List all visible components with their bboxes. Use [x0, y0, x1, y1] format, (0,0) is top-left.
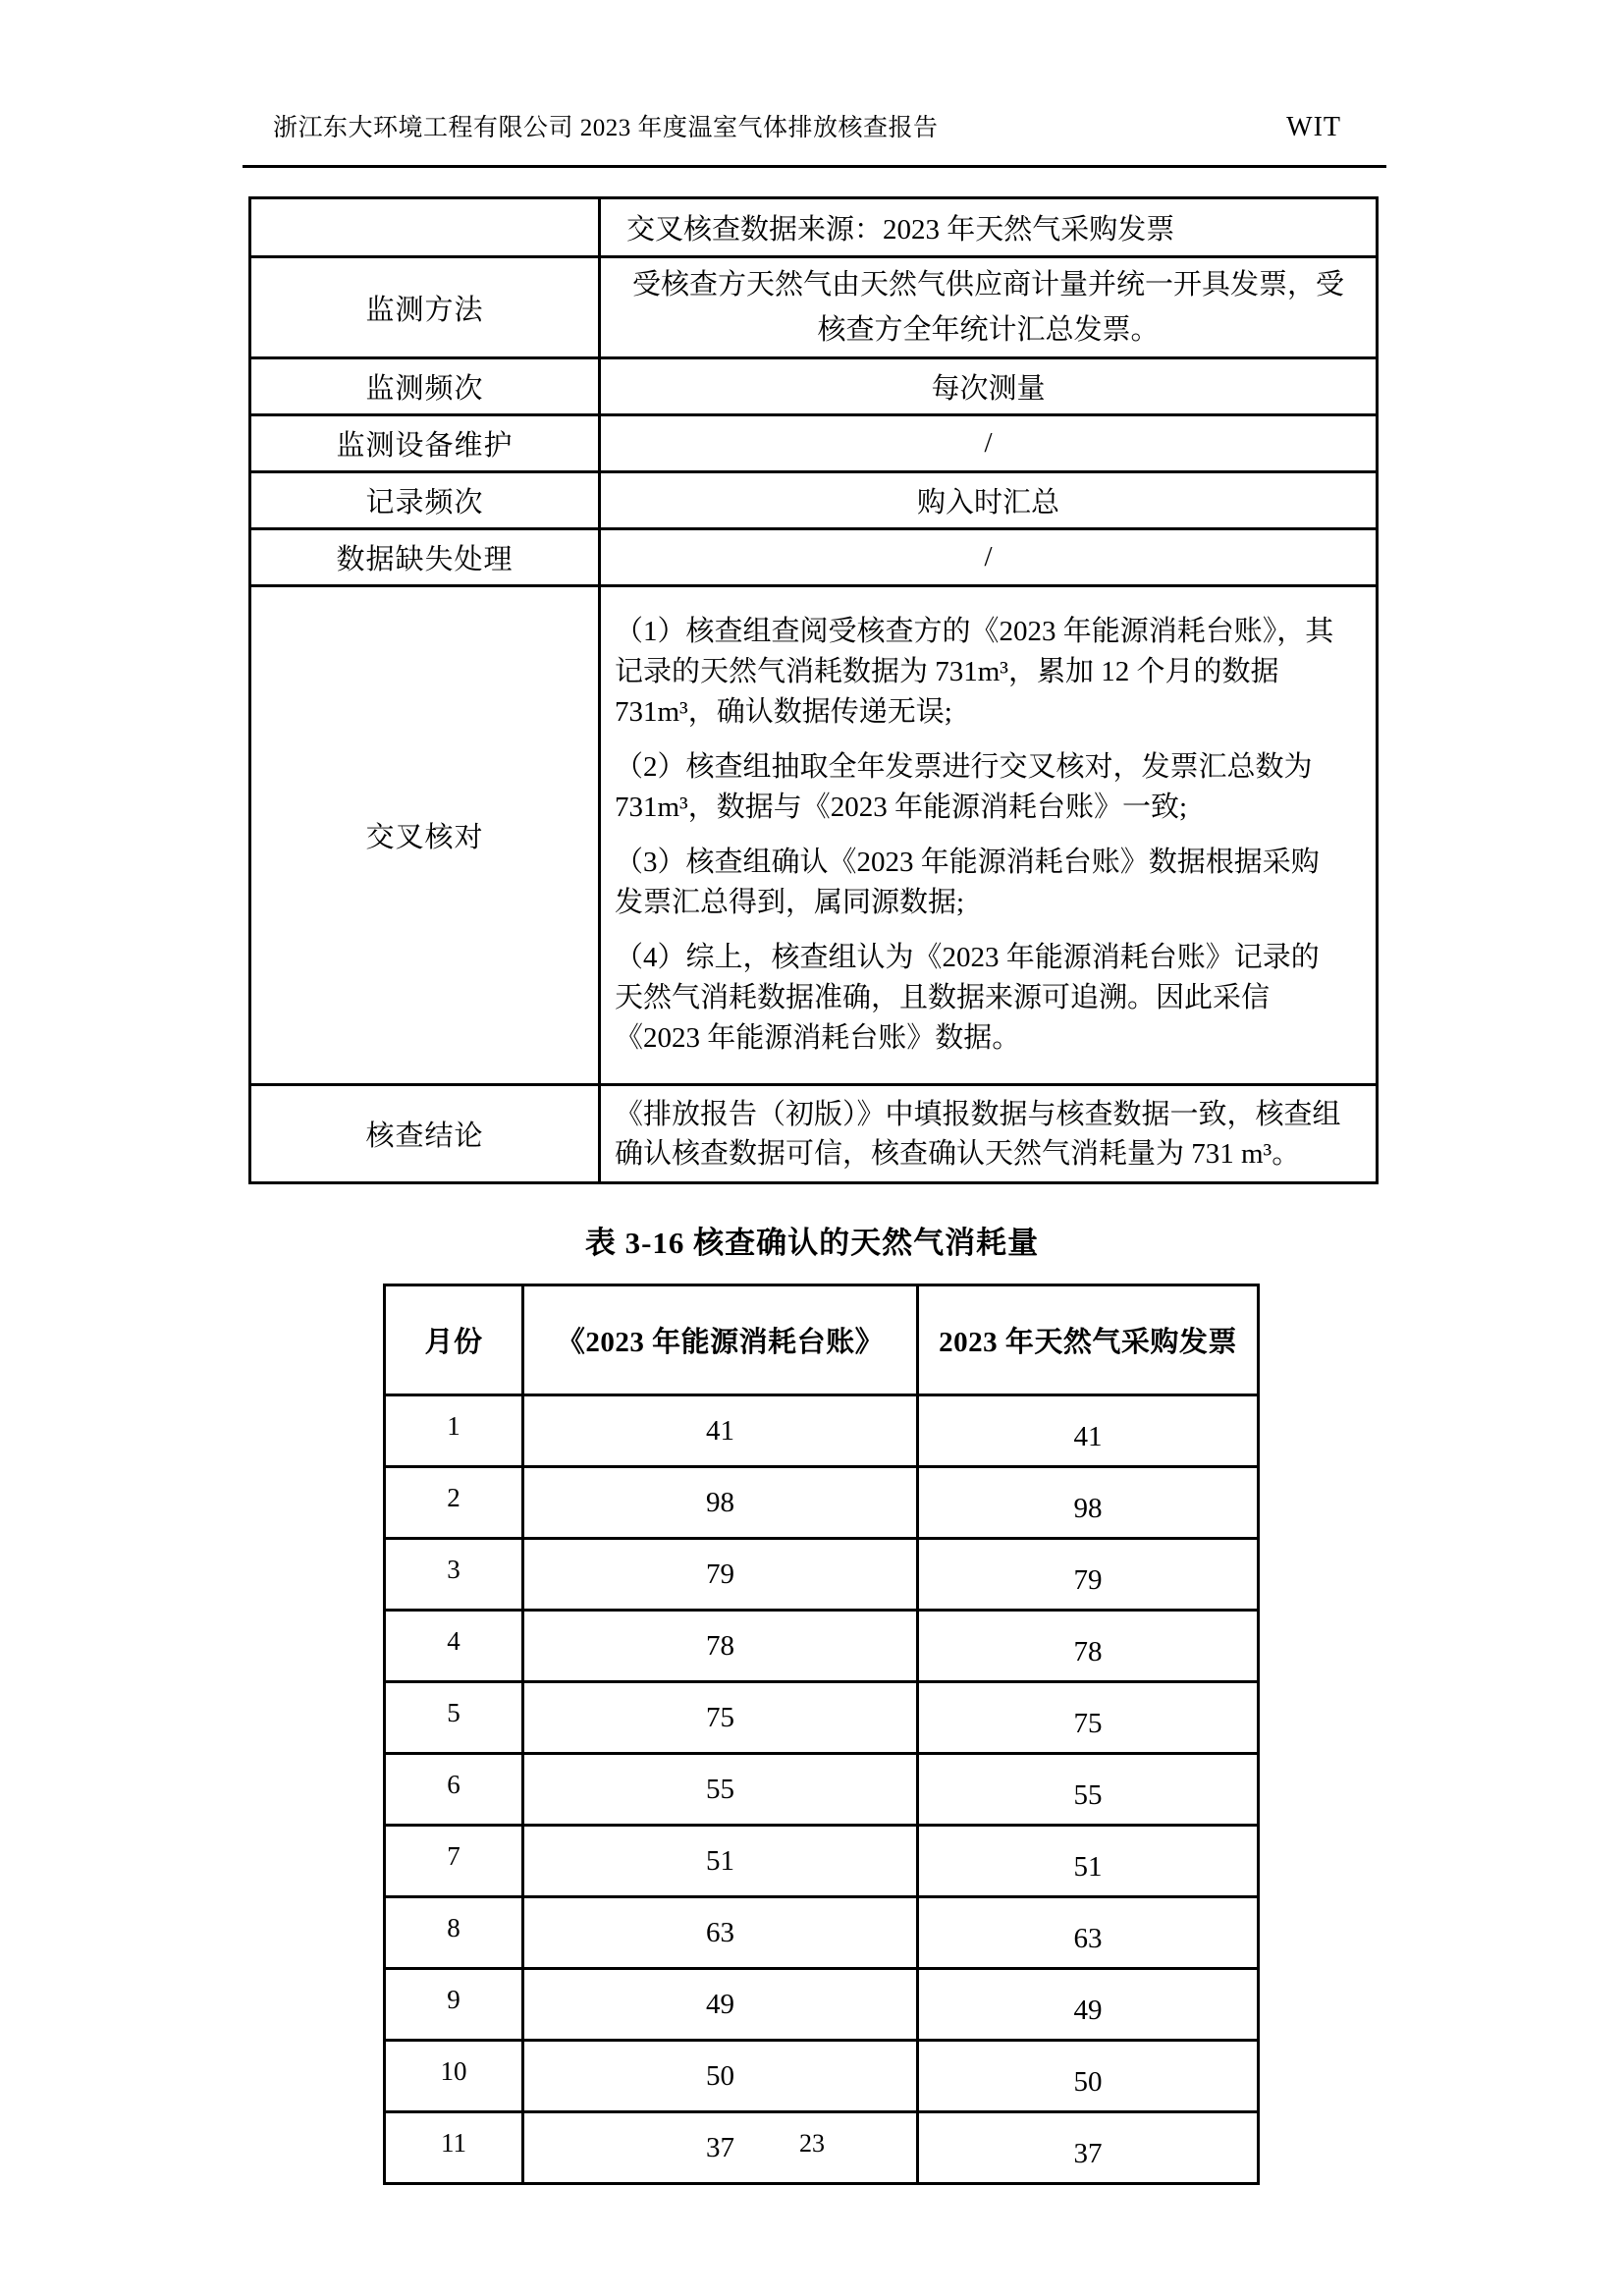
column-header-ledger: 《2023 年能源消耗台账》 — [523, 1285, 918, 1395]
table-row — [250, 358, 1378, 415]
ledger-cell: 63 — [523, 1897, 918, 1969]
table-row — [250, 415, 1378, 472]
month-cell: 3 — [385, 1539, 523, 1611]
table-row — [385, 2041, 1259, 2112]
table-row — [385, 1826, 1259, 1897]
ledger-cell: 51 — [523, 1826, 918, 1897]
invoice-cell: 50 — [918, 2041, 1259, 2112]
month-cell: 10 — [385, 2041, 523, 2112]
column-header-invoice: 2023 年天然气采购发票 — [918, 1285, 1259, 1395]
cross-check-source-value: 交叉核查数据来源：2023 年天然气采购发票 — [600, 198, 1378, 257]
cross-check-detail — [600, 586, 1378, 1085]
invoice-cell: 51 — [918, 1826, 1259, 1897]
conclusion-value: 《排放报告（初版）》中填报数据与核查数据一致，核查组确认核查数据可信，核查确认天然气消耗量为 731 m³。 — [600, 1085, 1378, 1183]
ledger-cell: 79 — [523, 1539, 918, 1611]
ledger-cell: 37 — [523, 2112, 918, 2184]
ledger-cell: 55 — [523, 1754, 918, 1826]
page-header — [245, 108, 1386, 143]
invoice-cell: 75 — [918, 1682, 1259, 1754]
monitoring-table — [248, 196, 1379, 1184]
conclusion-label: 核查结论 — [250, 1085, 600, 1183]
invoice-cell: 98 — [918, 1467, 1259, 1539]
table-row — [250, 586, 1378, 1085]
monitoring-method-value: 受核查方天然气由天然气供应商计量并统一开具发票，受核查方全年统计汇总发票。 — [600, 257, 1378, 358]
cross-check-paragraph: （2）核查组抽取全年发票进行交叉核对，发票汇总数为 731m³，数据与《2023 年能源消耗台账》一致; — [615, 751, 1313, 823]
cross-check-paragraph: （1）核查组查阅受核查方的《2023 年能源消耗台账》，其记录的天然气消耗数据为 731m³，累加 12 个月的数据 731m³，确认数据传递无误; — [615, 616, 1334, 728]
table-header-row — [385, 1285, 1259, 1395]
month-cell: 9 — [385, 1969, 523, 2041]
row-label: 监测设备维护 — [250, 415, 600, 472]
missing-data-value: / — [600, 529, 1378, 586]
month-cell: 7 — [385, 1826, 523, 1897]
cross-check-paragraph: （4）综上，核查组认为《2023 年能源消耗台账》记录的天然气消耗数据准确，且数据来源可追溯。因此采信《2023 年能源消耗台账》数据。 — [615, 942, 1320, 1054]
month-cell: 4 — [385, 1611, 523, 1682]
table-row — [250, 472, 1378, 529]
equipment-maintenance-value: / — [600, 415, 1378, 472]
table-caption: 表 3-16 核查确认的天然气消耗量 — [584, 1226, 1040, 1260]
row-label — [250, 198, 600, 257]
record-frequency-value: 购入时汇总 — [600, 472, 1378, 529]
month-cell: 8 — [385, 1897, 523, 1969]
header-divider — [243, 165, 1386, 168]
table-row — [250, 1085, 1378, 1183]
month-cell: 11 — [385, 2112, 523, 2184]
invoice-cell: 41 — [918, 1395, 1259, 1467]
table-row — [385, 1682, 1259, 1754]
table-row — [250, 198, 1378, 257]
row-label: 监测方法 — [250, 257, 600, 358]
ledger-cell: 78 — [523, 1611, 918, 1682]
ledger-cell: 49 — [523, 1969, 918, 2041]
invoice-cell: 55 — [918, 1754, 1259, 1826]
table-row — [385, 1395, 1259, 1467]
table-row — [250, 529, 1378, 586]
invoice-cell: 79 — [918, 1539, 1259, 1611]
ledger-cell: 75 — [523, 1682, 918, 1754]
ledger-cell: 98 — [523, 1467, 918, 1539]
ledger-cell: 41 — [523, 1395, 918, 1467]
cross-check-paragraph: （3）核查组确认《2023 年能源消耗台账》数据根据采购发票汇总得到，属同源数据; — [615, 847, 1320, 918]
row-label: 数据缺失处理 — [250, 529, 600, 586]
row-label: 记录频次 — [250, 472, 600, 529]
invoice-cell: 63 — [918, 1897, 1259, 1969]
table-row — [385, 1754, 1259, 1826]
header-title: 浙江东大环境工程有限公司 2023 年度温室气体排放核查报告 — [273, 115, 939, 141]
month-cell: 5 — [385, 1682, 523, 1754]
month-cell: 2 — [385, 1467, 523, 1539]
table-row — [385, 1539, 1259, 1611]
table-row — [250, 257, 1378, 358]
table-row — [385, 1897, 1259, 1969]
table-row — [385, 1969, 1259, 2041]
table-row — [385, 1611, 1259, 1682]
month-cell: 6 — [385, 1754, 523, 1826]
row-label: 监测频次 — [250, 358, 600, 415]
monitoring-frequency-value: 每次测量 — [600, 358, 1378, 415]
header-right-mark: WIT — [1286, 112, 1341, 142]
ledger-cell: 50 — [523, 2041, 918, 2112]
invoice-cell: 49 — [918, 1969, 1259, 2041]
invoice-cell: 78 — [918, 1611, 1259, 1682]
column-header-month: 月份 — [385, 1285, 523, 1395]
cross-check-label: 交叉核对 — [250, 586, 600, 1085]
consumption-table — [383, 1284, 1260, 2185]
page-number: 23 — [799, 2129, 825, 2158]
month-cell: 1 — [385, 1395, 523, 1467]
table-row — [385, 1467, 1259, 1539]
invoice-cell: 37 — [918, 2112, 1259, 2184]
